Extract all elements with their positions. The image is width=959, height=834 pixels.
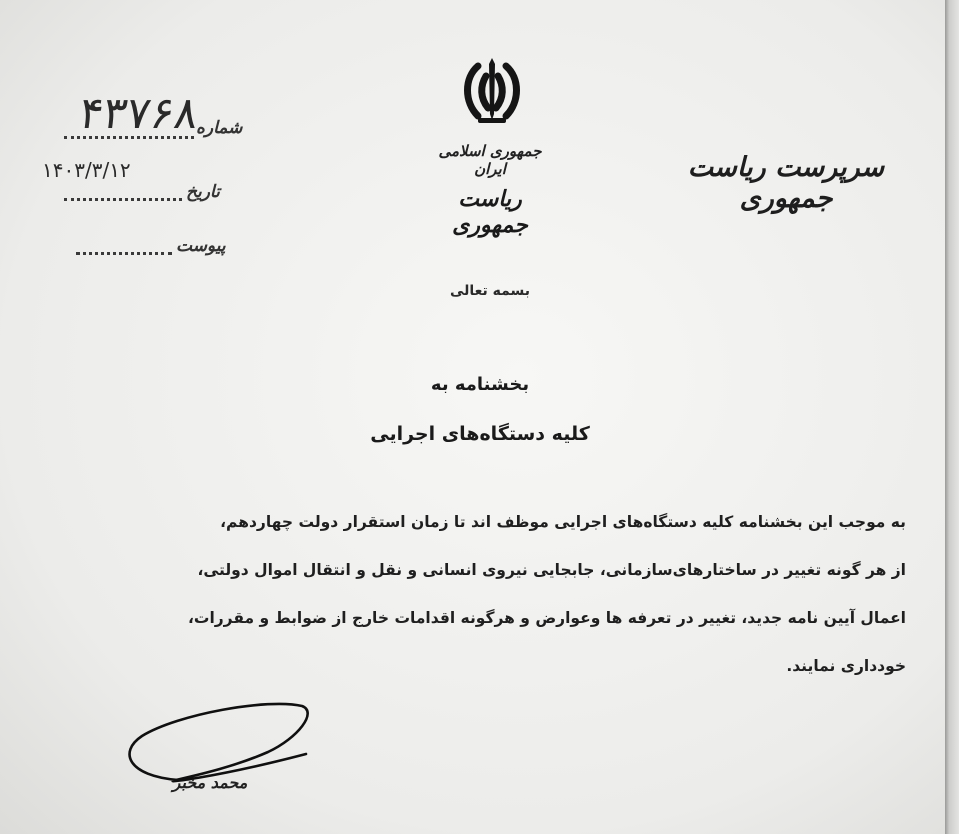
- signer-name: محمد مخبر: [172, 773, 248, 792]
- attachment-dotted-line: [76, 252, 172, 255]
- body-line: به موجب این بخشنامه کلیه دستگاه‌های اجرایی موظف اند تا زمان استقرار دولت چهاردهم،: [220, 513, 906, 531]
- iran-emblem-icon: [456, 54, 528, 128]
- body-line: از هر گونه تغییر در ساختارهای‌سازمانی، جابجایی نیروی انسانی و نقل و انتقال اموال دولتی،: [197, 561, 906, 579]
- letter-date-dotted-line: [64, 198, 182, 201]
- body-line: خودداری نمایند.: [786, 657, 906, 675]
- addressee-line: کلیه دستگاه‌های اجرایی: [370, 423, 590, 445]
- letter-number-dotted-line: [64, 136, 194, 139]
- attachment-label: پیوست: [176, 236, 226, 256]
- body-line: اعمال آیین نامه جدید، تغییر در تعرفه ها وعوارض و هرگونه اقدامات خارج از ضوابط و مقررات،: [187, 609, 906, 627]
- paper-edge: [945, 0, 959, 834]
- letter-number-value: ۴۳۷۶۸: [76, 88, 202, 139]
- sender-title: سرپرست ریاست جمهوری: [687, 152, 885, 214]
- letter-number-label: شماره: [196, 118, 243, 138]
- letter-body: [120, 509, 906, 701]
- org-name-line2: ریاست جمهوری: [452, 186, 528, 238]
- circular-title: بخشنامه به: [430, 374, 530, 395]
- letter-date-value: ۱۴۰۳/۳/۱۲: [42, 158, 131, 182]
- letter-date-label: تاریخ: [186, 182, 220, 202]
- invocation-text: بسمه تعالی: [449, 283, 531, 299]
- org-name-line1: جمهوری اسلامی ایران: [438, 142, 542, 178]
